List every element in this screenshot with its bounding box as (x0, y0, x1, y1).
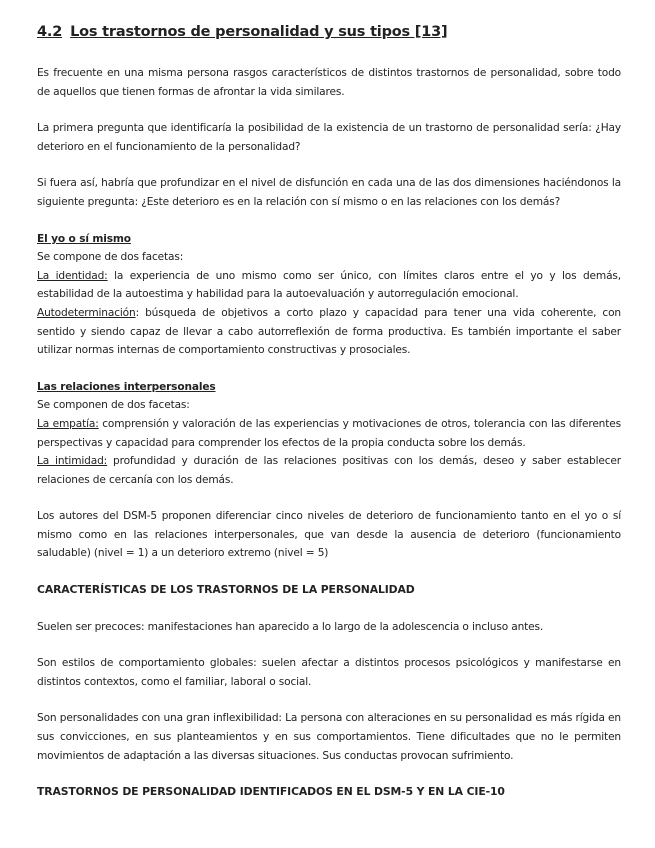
identidad-text: la experiencia de uno mismo como ser único, con límites claros entre el yo y los demás, estabilidad de la autoestima y habilidad para la autoevaluación y autorregulación emocional. (37, 269, 621, 301)
trastornos-heading: TRASTORNOS DE PERSONALIDAD IDENTIFICADOS EN EL DSM-5 Y EN LA CIE-10 (37, 785, 505, 799)
document-page (37, 22, 621, 802)
second-question-paragraph: Si fuera así, habría que profundizar en el nivel de disfunción en cada una de las dos dimensiones haciéndonos la siguiente pregunta: ¿Este deterioro es en la relación con sí mismo o en las relaciones con los demás? (37, 177, 621, 208)
relaciones-intro: Se componen de dos facetas: (37, 399, 190, 412)
identidad-item (37, 267, 621, 304)
yo-intro: Se compone de dos facetas: (37, 251, 184, 264)
caracteristicas-heading: CARACTERÍSTICAS DE LOS TRASTORNOS DE LA PERSONALIDAD (37, 583, 415, 597)
autodeterminacion-term: Autodeterminación (37, 306, 136, 319)
intro-paragraph: Es frecuente en una misma persona rasgos característicos de distintos trastornos de personalidad, sobre todo de aquellos que tienen formas de afrontar la vida similares. (37, 67, 621, 98)
section-number: 4.2 (37, 24, 63, 40)
yo-heading: El yo o sí mismo (37, 232, 131, 245)
intimidad-text: profundidad y duración de las relaciones positivas con los demás, deseo y saber establecer relaciones de cercanía con los demás. (37, 455, 621, 486)
caracteristica-globales: Son estilos de comportamiento globales: suelen afectar a distintos procesos psicológicos y manifestarse en distintos contextos, como el familiar, laboral o social. (37, 657, 621, 688)
relaciones-heading: Las relaciones interpersonales (37, 380, 216, 393)
autodeterminacion-text: : búsqueda de objetivos a corto plazo y capacidad para tener una vida coherente, con sentido y siendo capaz de llevar a cabo autorreflexión de forma productiva. Es también importante el saber utilizar normas internas de comportamiento constructivas y prosociales. (37, 306, 621, 357)
empatia-text: comprensión y valoración de las experiencias y motivaciones de otros, tolerancia con las diferentes perspectivas y capacidad para comprender los efectos de la propia conducta sobre los demás. (37, 417, 621, 449)
empatia-term: La empatía: (37, 417, 99, 430)
intimidad-item (37, 452, 621, 489)
caracteristica-inflexibilidad: Son personalidades con una gran inflexibilidad: La persona con alteraciones en su personalidad es más rígida en sus convicciones, en sus planteamientos y en sus comportamientos. Tiene dificultades que no le permiten movimientos de adaptación a las diversas situaciones. Sus conductas provocan sufrimiento. (37, 712, 621, 762)
identidad-term: La identidad: (37, 269, 108, 282)
section-title (37, 22, 621, 42)
autodeterminacion-item (37, 304, 621, 360)
section-title-text: Los trastornos de personalidad y sus tipos [13] (70, 24, 448, 40)
empatia-item (37, 415, 621, 452)
first-question-paragraph: La primera pregunta que identificaría la posibilidad de la existencia de un trastorno de personalidad sería: ¿Hay deterioro en el funcionamiento de la personalidad? (37, 122, 621, 153)
intimidad-term: La intimidad: (37, 455, 108, 468)
caracteristica-precoces: Suelen ser precoces: manifestaciones han aparecido a lo largo de la adolescencia o incluso antes. (37, 620, 544, 633)
dsm-paragraph: Los autores del DSM-5 proponen diferenciar cinco niveles de deterioro de funcionamiento tanto en el yo o sí mismo como en las relaciones interpersonales, que van desde la ausencia de deterioro (funcionamiento saludable) (nivel = 1) a un deterioro extremo (nivel = 5) (37, 510, 621, 560)
